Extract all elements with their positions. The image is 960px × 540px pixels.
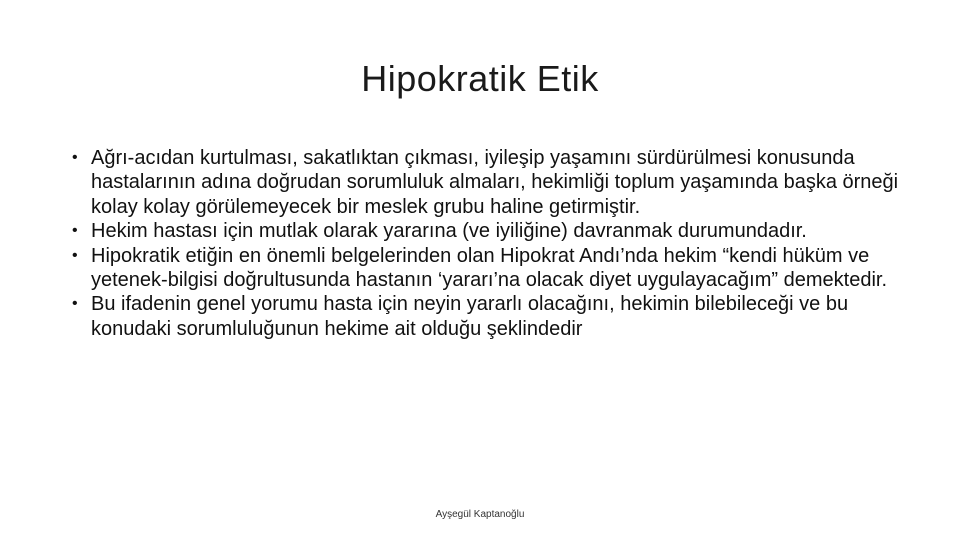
bullet-item bbox=[72, 244, 902, 293]
bullet-marker: • bbox=[72, 222, 78, 240]
bullet-text: Bu ifadenin genel yorumu hasta için neyin yararlı olacağını, hekimin bilebileceği ve bu konudaki sorumluluğunun hekime ait olduğu şeklindedir bbox=[91, 293, 849, 340]
bullet-marker: • bbox=[72, 295, 78, 313]
bullet-text: Hipokratik etiğin en önemli belgelerinden olan Hipokrat Andı’nda hekim “kendi hüküm ve yetenek-bilgisi doğrultusunda hastanın ‘yararı’na olacak diyet uygulayacağım” demektedir. bbox=[91, 244, 888, 292]
slide-title: Hipokratik Etik bbox=[361, 58, 599, 99]
bullet-item bbox=[72, 146, 902, 219]
bullet-marker: • bbox=[72, 149, 78, 166]
slide-footer-author: Ayşegül Kaptanoğlu bbox=[435, 509, 525, 520]
bullet-text: Ağrı-acıdan kurtulması, sakatlıktan çıkması, iyileşip yaşamını sürdürülmesi konusunda hastalarının adına doğrudan sorumluluk almaları, hekimliği toplum yaşamında başka örneği kolay kolay görülemeyecek bir meslek grubu haline getirmiştir. bbox=[91, 147, 899, 218]
bullet-list bbox=[72, 146, 902, 341]
bullet-item bbox=[72, 219, 902, 243]
bullet-item bbox=[72, 292, 902, 341]
bullet-text: Hekim hastası için mutlak olarak yararına (ve iyiliğine) davranmak durumundadır. bbox=[91, 220, 807, 243]
bullet-marker: • bbox=[72, 246, 78, 264]
